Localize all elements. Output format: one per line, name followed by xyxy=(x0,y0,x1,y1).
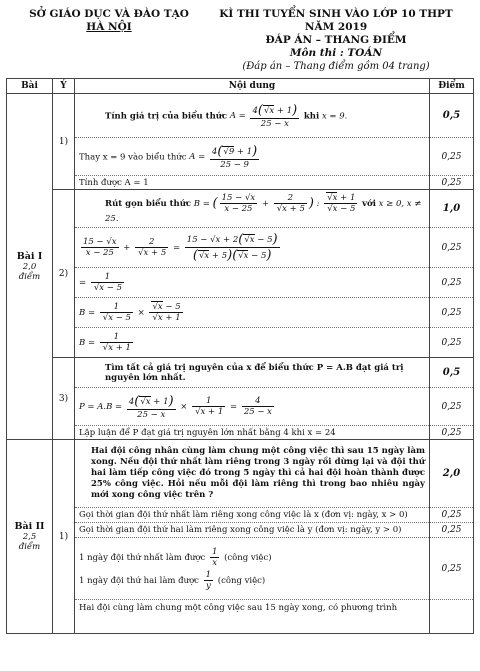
table-row xyxy=(7,138,474,176)
document-header xyxy=(0,6,480,72)
question-2 xyxy=(75,190,430,228)
exam-title-block xyxy=(205,8,467,73)
unit-text: (công việc) xyxy=(224,552,272,563)
score-cell: 0,25 xyxy=(430,138,474,176)
subject-line: Môn thi : TOÁN xyxy=(289,47,383,59)
table-row xyxy=(7,190,474,228)
header-bai: Bài xyxy=(7,79,53,94)
table-row xyxy=(7,388,474,426)
table-row xyxy=(7,328,474,358)
answer-step xyxy=(75,538,430,600)
formula-p: P = A.B = $\frac{4(√x + 1)}{25 - x}$ × $\frac{1}{√x + 1}$ = $\frac{4}{25 - x}$ xyxy=(79,393,272,420)
score-cell: 0,25 xyxy=(430,523,474,538)
formula-step: = $\frac{1}{√x - 5}$ xyxy=(79,272,122,293)
bai-2-cell xyxy=(7,440,53,634)
question-3: Tìm tất cả giá trị nguyên của x để biểu thức P = A.B đạt giá trị nguyên lớn nhất. xyxy=(75,358,430,388)
table-row xyxy=(7,523,474,538)
y-1-cell: 1) xyxy=(53,94,75,190)
answer-table xyxy=(6,78,474,634)
score-cell: 0,25 xyxy=(430,426,474,440)
table-row xyxy=(7,268,474,298)
formula-step: B = $\frac{1}{√x + 1}$ xyxy=(79,332,131,353)
score-cell xyxy=(430,600,474,634)
score-cell: 0,25 xyxy=(430,176,474,190)
formula-b: B = ( $\frac{15 - √x}{x - 25}$ + $\frac{2}{√x + 5}$ ) : $\frac{√x + 1}{√x - 5}$ xyxy=(193,193,356,214)
table-row xyxy=(7,440,474,508)
answer-title: ĐÁP ÁN – THANG ĐIỂM xyxy=(265,34,407,46)
work-rate-line-2 xyxy=(79,570,425,591)
step-text: 1 ngày đội thứ hai làm được xyxy=(79,575,199,586)
score-cell: 0,25 xyxy=(430,538,474,600)
table-row xyxy=(7,228,474,268)
step-text: 1 ngày đội thứ nhất làm được xyxy=(79,552,206,563)
score-cell: 0,25 xyxy=(430,508,474,523)
formula-a: A = $\frac{4(√x + 1)}{25 - x}$ xyxy=(229,102,298,129)
score-cell: 0,25 xyxy=(430,228,474,268)
work-rate-line-1 xyxy=(79,547,425,568)
score-cell: 0,25 xyxy=(430,388,474,426)
answer-step: Lập luận để P đạt giá trị nguyên lớn nhất bằng 4 khi x = 24 xyxy=(75,426,430,440)
bai-1-cell xyxy=(7,94,53,440)
table-header-row xyxy=(7,79,474,94)
page-note: (Đáp án – Thang điểm gồm 04 trang) xyxy=(242,61,430,72)
fraction-1-over-y: $\frac{1}{y}$ xyxy=(205,569,212,591)
y-3-cell: 3) xyxy=(53,358,75,440)
unit-text: (công việc) xyxy=(217,575,266,586)
question-2-text: Rút gọn biểu thức xyxy=(105,199,192,209)
question-2-cond: x ≥ 0, x ≠ 25. xyxy=(105,199,422,224)
score-cell: 0,25 xyxy=(430,328,474,358)
answer-step xyxy=(75,388,430,426)
answer-step: Tính được A = 1 xyxy=(75,176,430,190)
table-row xyxy=(7,426,474,440)
table-row xyxy=(7,94,474,138)
table-row xyxy=(7,298,474,328)
y-4-cell: 1) xyxy=(53,440,75,634)
step-text: Thay x = 9 vào biểu thức xyxy=(79,152,187,162)
formula-step: B = $\frac{1}{√x - 5}$ × $\frac{√x - 5}{√x + 1}$ xyxy=(79,302,181,323)
table-row xyxy=(7,538,474,600)
table-row xyxy=(7,176,474,190)
fraction-1-over-x: $\frac{1}{x}$ xyxy=(211,546,218,568)
bai-2-points: 2,5 điểm xyxy=(18,532,41,552)
question-1-cond: x = 9. xyxy=(321,111,348,121)
answer-step xyxy=(75,298,430,328)
bai-1-label: Bài I xyxy=(16,251,43,262)
header-y: Ý xyxy=(53,79,75,94)
score-cell: 0,5 xyxy=(430,358,474,388)
score-cell: 0,25 xyxy=(430,298,474,328)
bai-2-label: Bài II xyxy=(14,521,45,532)
answer-step xyxy=(75,328,430,358)
header-diem: Điểm xyxy=(430,79,474,94)
formula-a-substituted: A = $\frac{4(√9 + 1)}{25 - 9}$ xyxy=(189,143,258,170)
score-cell: 0,25 xyxy=(430,268,474,298)
score-cell: 0,5 xyxy=(430,94,474,138)
answer-step: Gọi thời gian đội thứ hai làm riêng xong công việc là y (đơn vị: ngày, y > 0) xyxy=(75,523,430,538)
department-name: SỞ GIÁO DỤC VÀ ĐÀO TẠO xyxy=(29,8,189,20)
question-1-khi: khi xyxy=(303,111,320,121)
answer-step: Gọi thời gian đội thứ nhất làm riêng xong công việc là x (đơn vị: ngày, x > 0) xyxy=(75,508,430,523)
score-cell: 2,0 xyxy=(430,440,474,508)
score-cell: 1,0 xyxy=(430,190,474,228)
answer-step: Hai đội cùng làm chung một công việc sau 15 ngày xong, có phương trình xyxy=(75,600,430,634)
table-row xyxy=(7,600,474,634)
question-1 xyxy=(75,94,430,138)
question-2-voi: với xyxy=(362,199,376,209)
table-row xyxy=(7,508,474,523)
bai-1-points: 2,0 điểm xyxy=(18,262,41,282)
y-2-cell: 2) xyxy=(53,190,75,358)
table-row xyxy=(7,358,474,388)
answer-step xyxy=(75,228,430,268)
department-city: HÀ NỘI xyxy=(86,21,132,33)
answer-step xyxy=(75,138,430,176)
department-block xyxy=(14,8,204,34)
question-1-text: Tính giá trị của biểu thức xyxy=(105,111,228,121)
formula-step: $\frac{15 - √x}{x - 25}$ + $\frac{2}{√x + 5}$ = $\frac{15 - √x + 2(√x - 5)}{(√x + 5)(√x - 5)}$ xyxy=(83,232,278,263)
header-noi-dung: Nội dung xyxy=(75,79,430,94)
exam-title: KÌ THI TUYỂN SINH VÀO LỚP 10 THPT NĂM 2019 xyxy=(219,8,453,33)
question-4: Hai đội công nhân cùng làm chung một công việc thì sau 15 ngày làm xong. Nếu đội thứ nhất làm riêng trong 3 ngày rồi dừng lại và đội thứ hai làm tiếp công việc đó trong 5 ngày thì cả hai đội hoàn thành được 25% công việc. Hỏi nếu mỗi đội làm riêng thì trong bao nhiêu ngày mới xong công việc trên ? xyxy=(75,440,430,508)
answer-step xyxy=(75,268,430,298)
